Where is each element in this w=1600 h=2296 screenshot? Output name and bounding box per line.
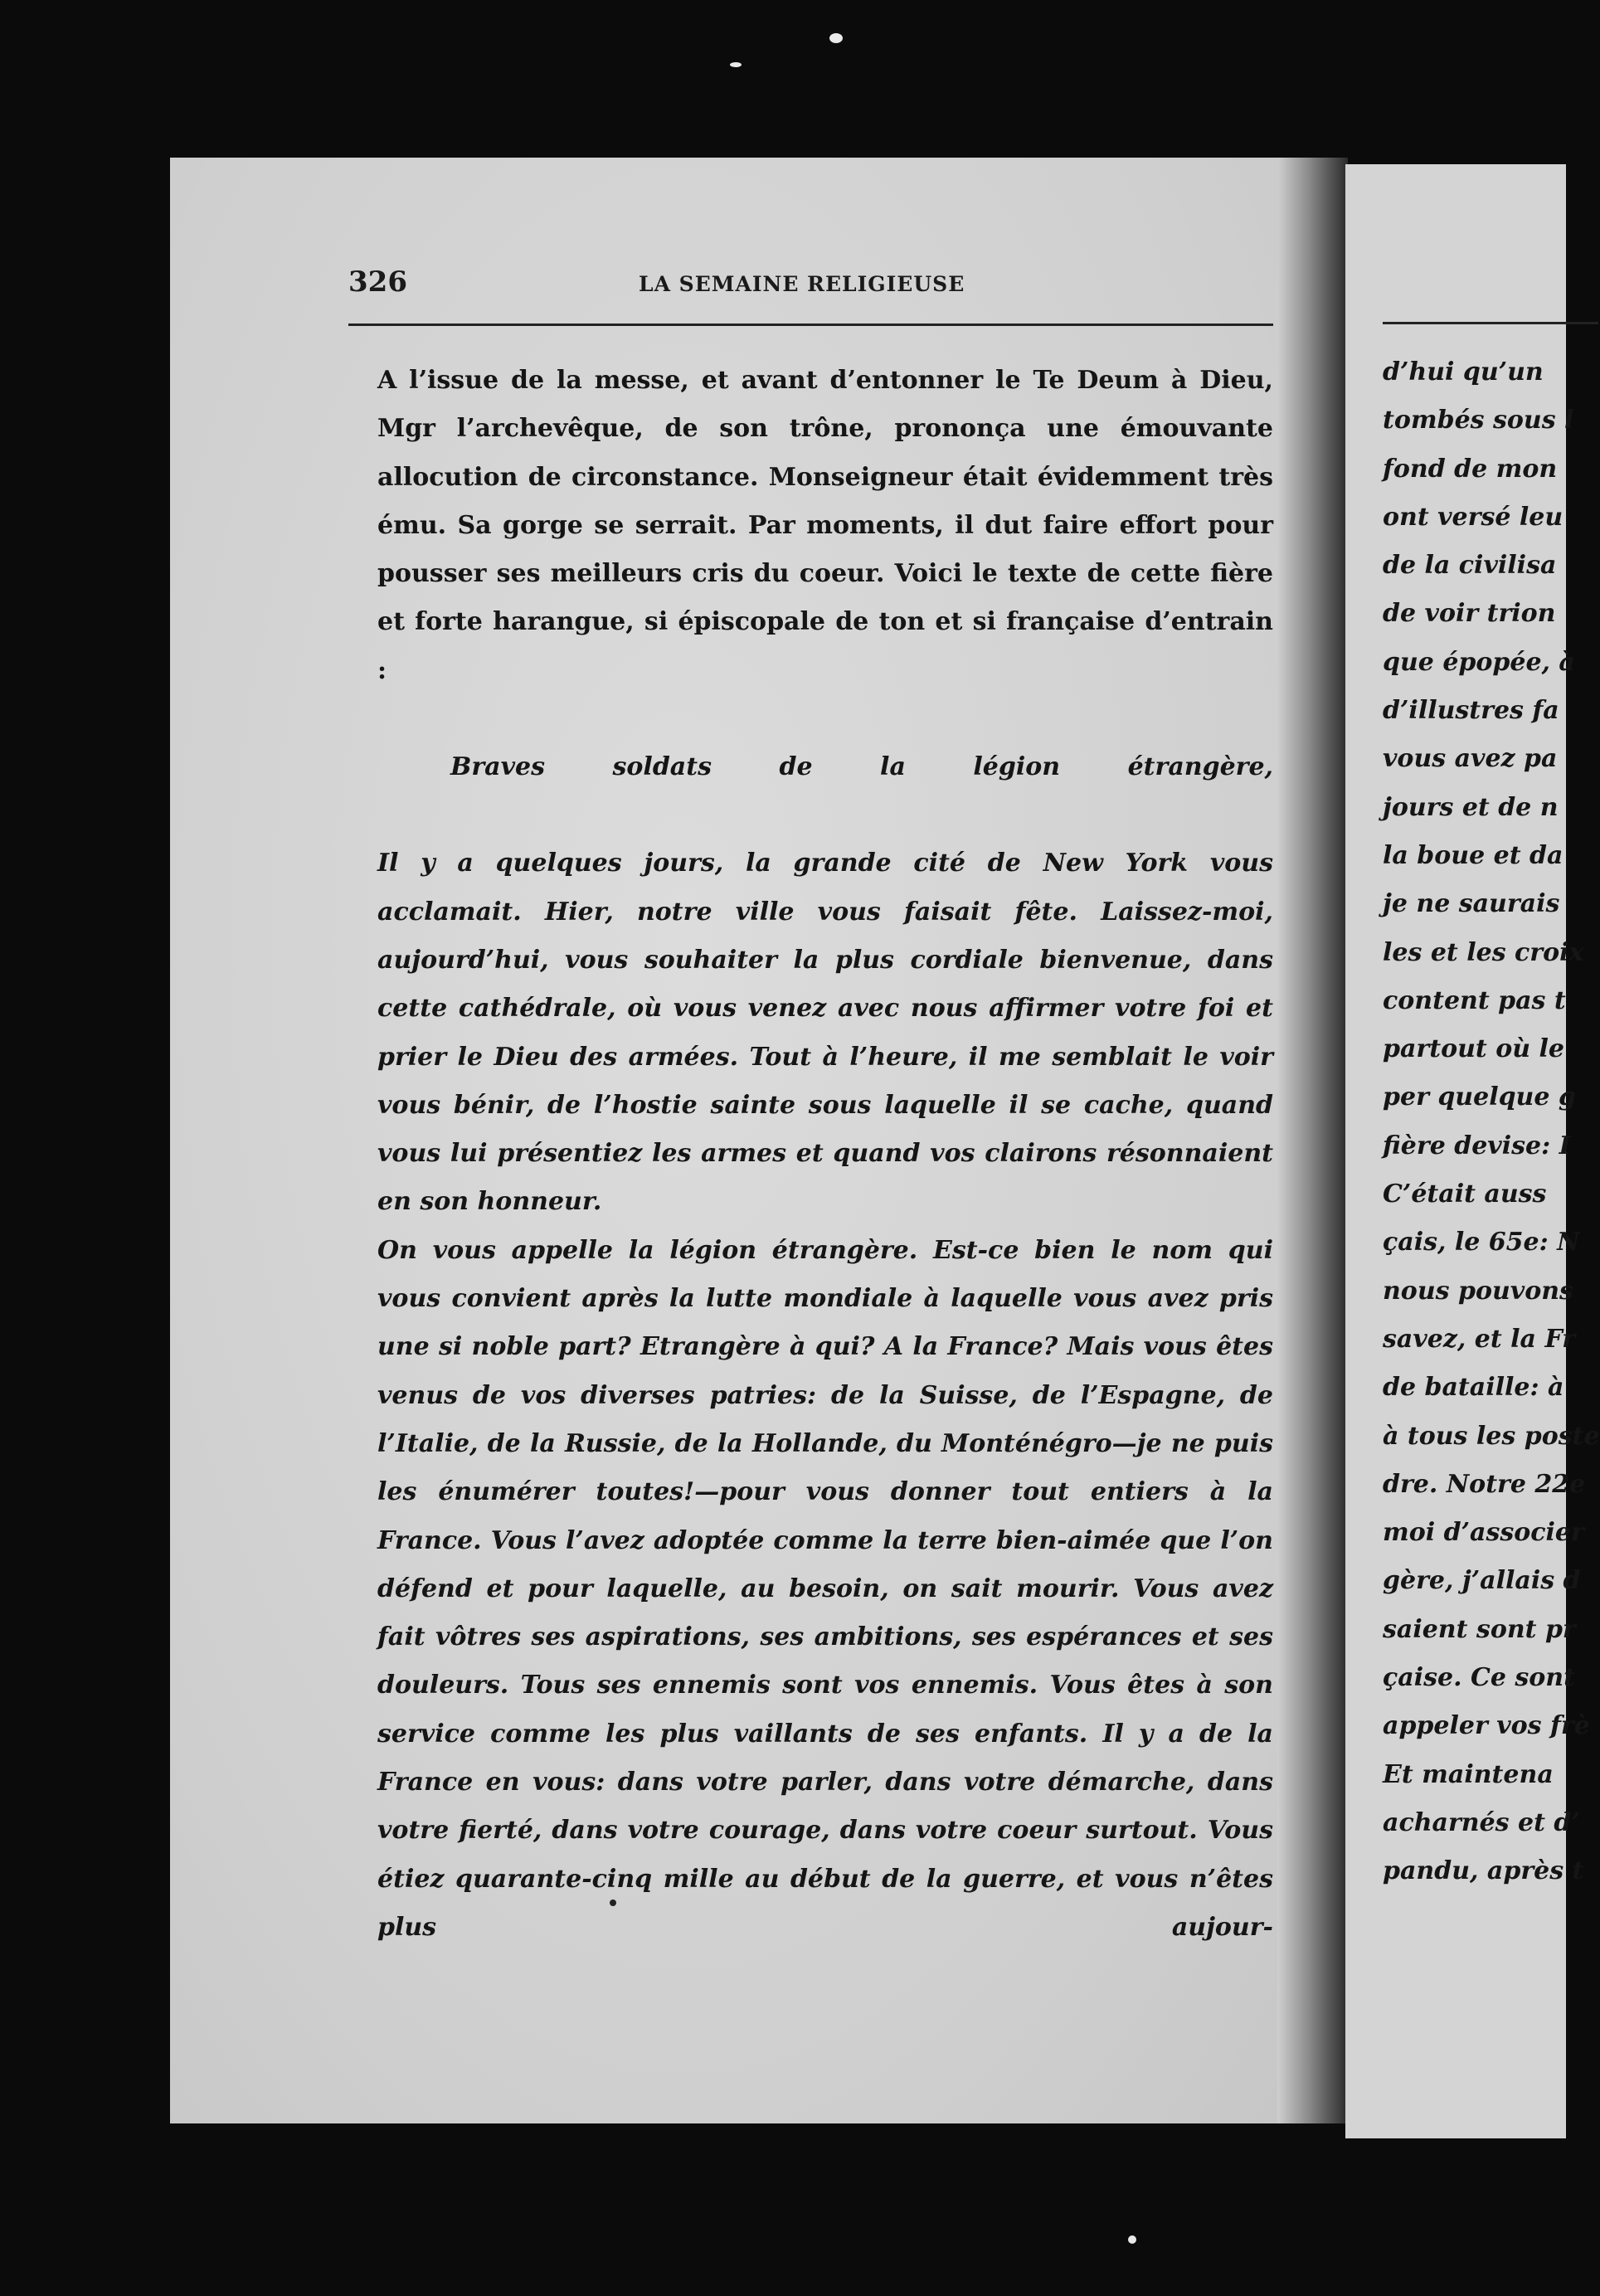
dust-speck <box>1128 2235 1136 2244</box>
ink-speck <box>610 1900 616 1906</box>
facing-page-line: acharnés et d’ <box>1383 1807 1580 1837</box>
facing-page-line: moi d’associer <box>1383 1518 1584 1548</box>
facing-page-line: per quelque g <box>1383 1082 1576 1112</box>
facing-page-line: dre. Notre 22e <box>1383 1469 1586 1499</box>
facing-page <box>1345 164 1600 2138</box>
speech-greeting: Braves soldats de la légion étrangère, <box>450 752 1273 782</box>
speech-paragraph-2: On vous appelle la légion étrangère. Est-ce bien le nom qui vous convient après la lutte mondiale à laquelle vous avez pris une si noble part? Etrangère à qui? A la France? Mais vous êtes venus de vos diverses patries: de la Suisse, de l’Espagne, de l’Italie, de la Russie, de la Hollande, du Monténégro—je ne puis les énumérer toutes!—pour vous donner tout entiers à la France. Vous l’avez adoptée comme la terre bien-aimée que l’on défend et pour laquelle, au besoin, on sait mourir. Vous avez fait vôtres ses aspirations, ses ambitions, ses espérances et ses douleurs. Tous ses ennemis sont vos ennemis. Vous êtes à son service comme les plus vaillants de ses enfants. Il y a de la France en vous: dans votre parler, dans votre démarche, dans votre fierté, dans votre courage, dans votre coeur surtout. Vous étiez quarante-cinq mille au début de la guerre, et vous n’êtes plus aujour- <box>377 1235 1273 1942</box>
facing-page-line: C’était auss <box>1383 1180 1547 1209</box>
facing-page-line: çaise. Ce sont <box>1383 1663 1575 1693</box>
page-number: 326 <box>348 265 407 299</box>
facing-page-line: que épopée, à <box>1383 647 1575 677</box>
facing-page-line: je ne saurais <box>1383 889 1560 919</box>
article-body <box>377 357 1273 1952</box>
facing-page-line: à tous les poste <box>1383 1421 1600 1451</box>
facing-page-line: fond de mon <box>1383 454 1558 484</box>
facing-page-line: de bataille: à <box>1383 1373 1564 1403</box>
facing-page-line: partout où le <box>1383 1034 1564 1064</box>
facing-page-line: saient sont pr <box>1383 1614 1576 1644</box>
facing-page-line: savez, et la Fr <box>1383 1324 1576 1354</box>
facing-page-line: tombés sous l <box>1383 406 1574 435</box>
facing-page-line: gère, j’allais d <box>1383 1566 1581 1596</box>
intro-paragraph: A l’issue de la messe, et avant d’entonner le Te Deum à Dieu, Mgr l’archevêque, de son trône, prononça une émouvante allocution de circonstance. Monseigneur était évidemment très ému. Sa gorge se serrait. Par moments, il dut faire effort pour pousser ses meilleurs cris du coeur. Voici le texte de cette fière et forte harangue, si épiscopale de ton et si française d’entrain : <box>377 366 1273 685</box>
running-head <box>348 265 1277 315</box>
facing-page-line: jours et de n <box>1383 792 1559 822</box>
facing-page-line: Et maintena <box>1383 1759 1554 1789</box>
book-gutter <box>1277 158 1348 2123</box>
facing-page-line: vous avez pa <box>1383 744 1558 774</box>
dust-speck <box>730 62 742 67</box>
journal-title: LA SEMAINE RELIGIEUSE <box>639 272 965 296</box>
facing-page-line: çais, le 65e: N <box>1383 1228 1580 1257</box>
facing-page-line: fière devise: I <box>1383 1131 1571 1160</box>
header-rule <box>348 323 1273 326</box>
facing-page-line: content pas t <box>1383 985 1566 1015</box>
dust-speck <box>829 33 843 43</box>
facing-page-line: appeler vos frè <box>1383 1711 1590 1741</box>
facing-page-line: d’hui qu’un <box>1383 358 1544 387</box>
facing-page-header-rule <box>1383 322 1598 324</box>
facing-page-text <box>1383 348 1598 1896</box>
facing-page-line: la boue et da <box>1383 840 1564 870</box>
facing-page-line: pandu, après t <box>1383 1856 1584 1886</box>
facing-page-line: de voir trion <box>1383 599 1556 629</box>
speech-paragraph-1: Il y a quelques jours, la grande cité de New York vous acclamait. Hier, notre ville vous faisait fête. Laissez-moi, aujourd’hui, vous souhaiter la plus cordiale bienvenue, dans cette cathédrale, où vous venez avec nous affirmer votre foi et prier le Dieu des armées. Tout à l’heure, il me semblait le voir vous bénir, de l’hostie sainte sous laquelle il se cache, quand vous lui présentiez les armes et quand vos clairons résonnaient en son honneur. <box>377 849 1273 1217</box>
facing-page-line: nous pouvons <box>1383 1276 1573 1306</box>
facing-page-line: de la civilisa <box>1383 551 1557 581</box>
facing-page-line: ont versé leu <box>1383 502 1564 532</box>
facing-page-line: les et les croix <box>1383 937 1584 967</box>
facing-page-line: d’illustres fa <box>1383 696 1559 726</box>
